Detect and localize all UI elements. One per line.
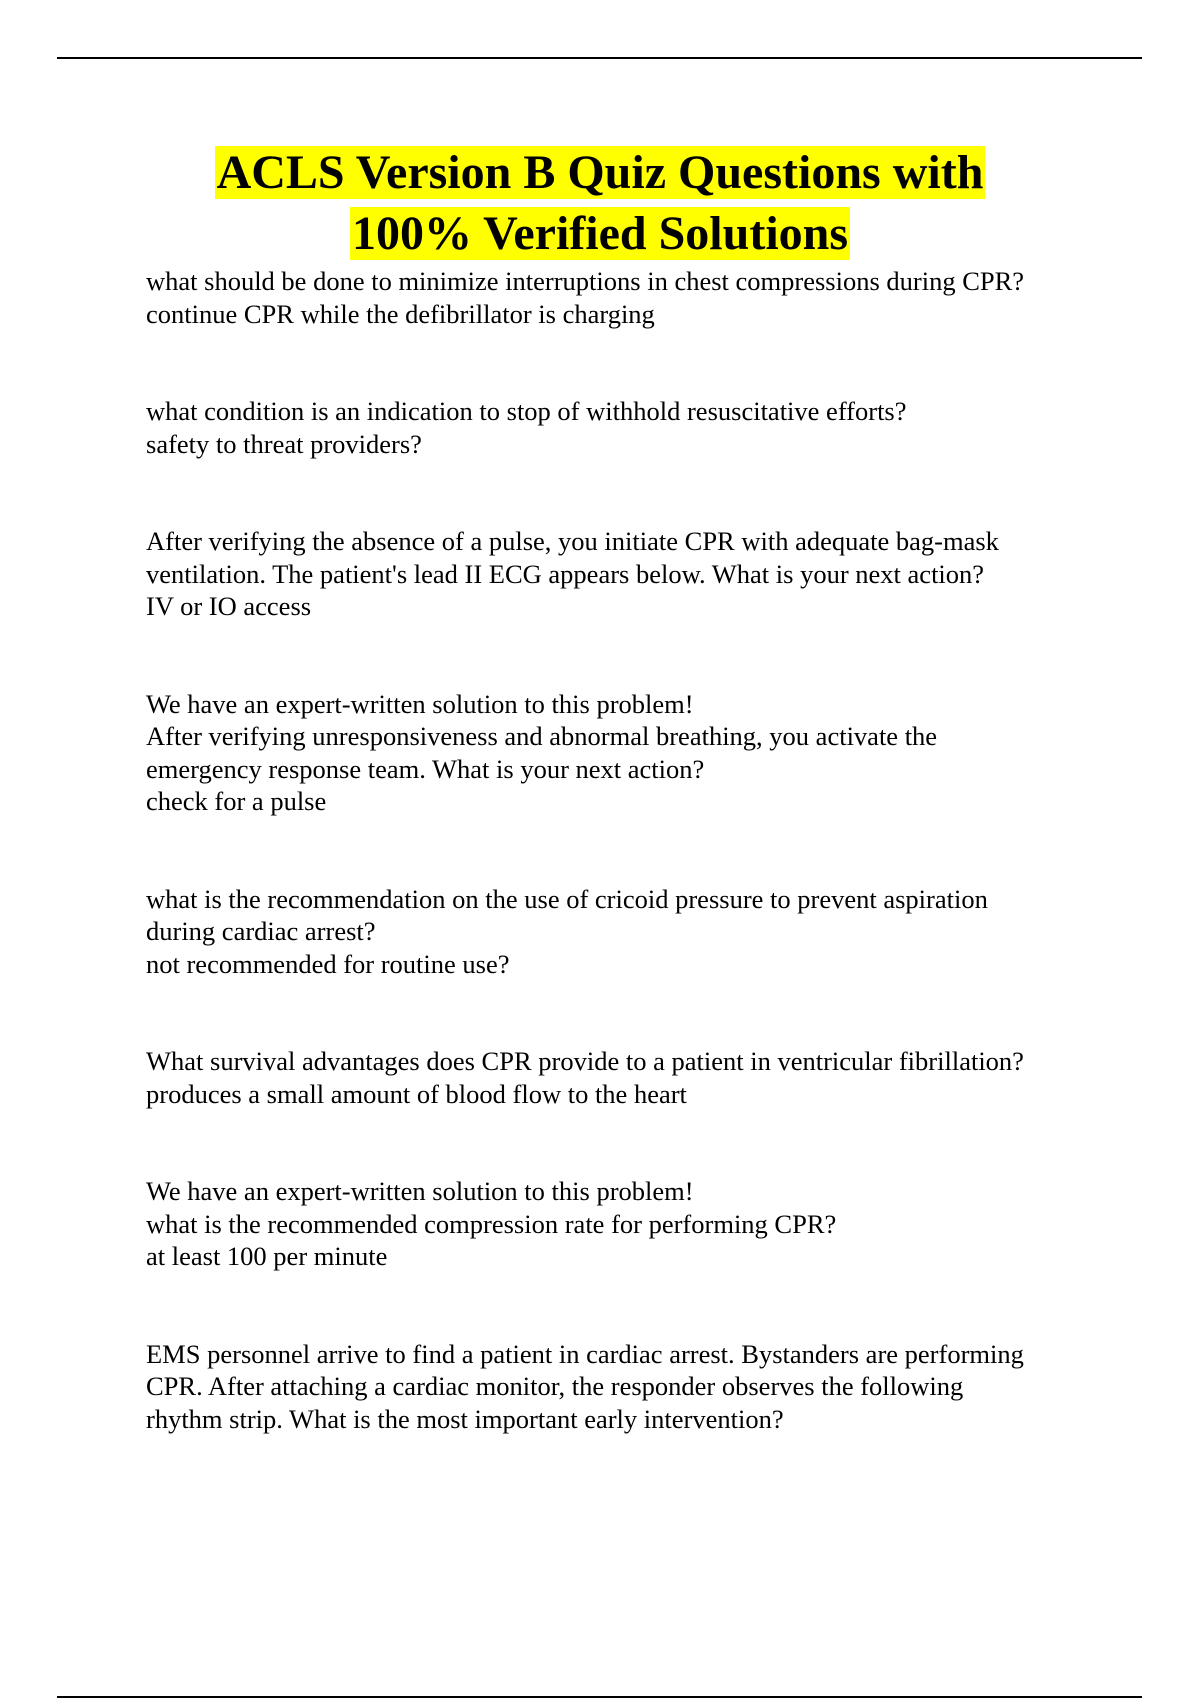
qa-line: what condition is an indication to stop of withhold resuscitative efforts? (146, 396, 907, 426)
qa-line: check for a pulse (146, 786, 327, 816)
qa-item (146, 395, 1126, 460)
qa-line: what should be done to minimize interruptions in chest compressions during CPR? (146, 266, 1025, 296)
qa-list (146, 265, 1126, 1500)
qa-line: We have an expert-written solution to this problem! (146, 1176, 694, 1206)
qa-line: not recommended for routine use? (146, 948, 510, 979)
title-line-2: 100% Verified Solutions (351, 207, 849, 260)
qa-line: After verifying unresponsiveness and abnormal breathing, you activate the (146, 721, 938, 751)
qa-line: what is the recommended compression rate for performing CPR? (146, 1208, 837, 1239)
qa-line: what is the recommendation on the use of cricoid pressure to prevent aspiration (146, 883, 988, 914)
qa-line: during cardiac arrest? (146, 916, 376, 946)
qa-line: What survival advantages does CPR provide to a patient in ventricular fibrillation? (146, 1046, 1024, 1076)
qa-line: IV or IO access (146, 591, 312, 621)
qa-item (146, 1338, 1126, 1436)
qa-line: continue CPR while the defibrillator is charging (146, 298, 655, 329)
qa-item (146, 1175, 1126, 1273)
qa-line: After verifying the absence of a pulse, you initiate CPR with adequate bag-mask (146, 526, 999, 556)
qa-line: CPR. After attaching a cardiac monitor, the responder observes the following (146, 1371, 964, 1401)
qa-item (146, 265, 1126, 330)
qa-line: ventilation. The patient's lead II ECG appears below. What is your next action? (146, 558, 985, 589)
qa-item (146, 883, 1126, 981)
qa-item (146, 688, 1126, 818)
qa-line: We have an expert-written solution to this problem! (146, 688, 694, 719)
title-line-1: ACLS Version B Quiz Questions with (216, 146, 984, 199)
header-rule (57, 57, 1142, 59)
document-title (60, 142, 1140, 264)
qa-line: at least 100 per minute (146, 1241, 388, 1271)
qa-line: produces a small amount of blood flow to the heart (146, 1078, 687, 1109)
qa-line: rhythm strip. What is the most important early intervention? (146, 1403, 784, 1434)
qa-item (146, 525, 1126, 623)
footer-rule (57, 1696, 1142, 1698)
qa-item (146, 1045, 1126, 1110)
qa-line: safety to threat providers? (146, 428, 422, 459)
qa-line: EMS personnel arrive to find a patient in cardiac arrest. Bystanders are performing (146, 1338, 1024, 1369)
qa-line: emergency response team. What is your next action? (146, 753, 705, 784)
